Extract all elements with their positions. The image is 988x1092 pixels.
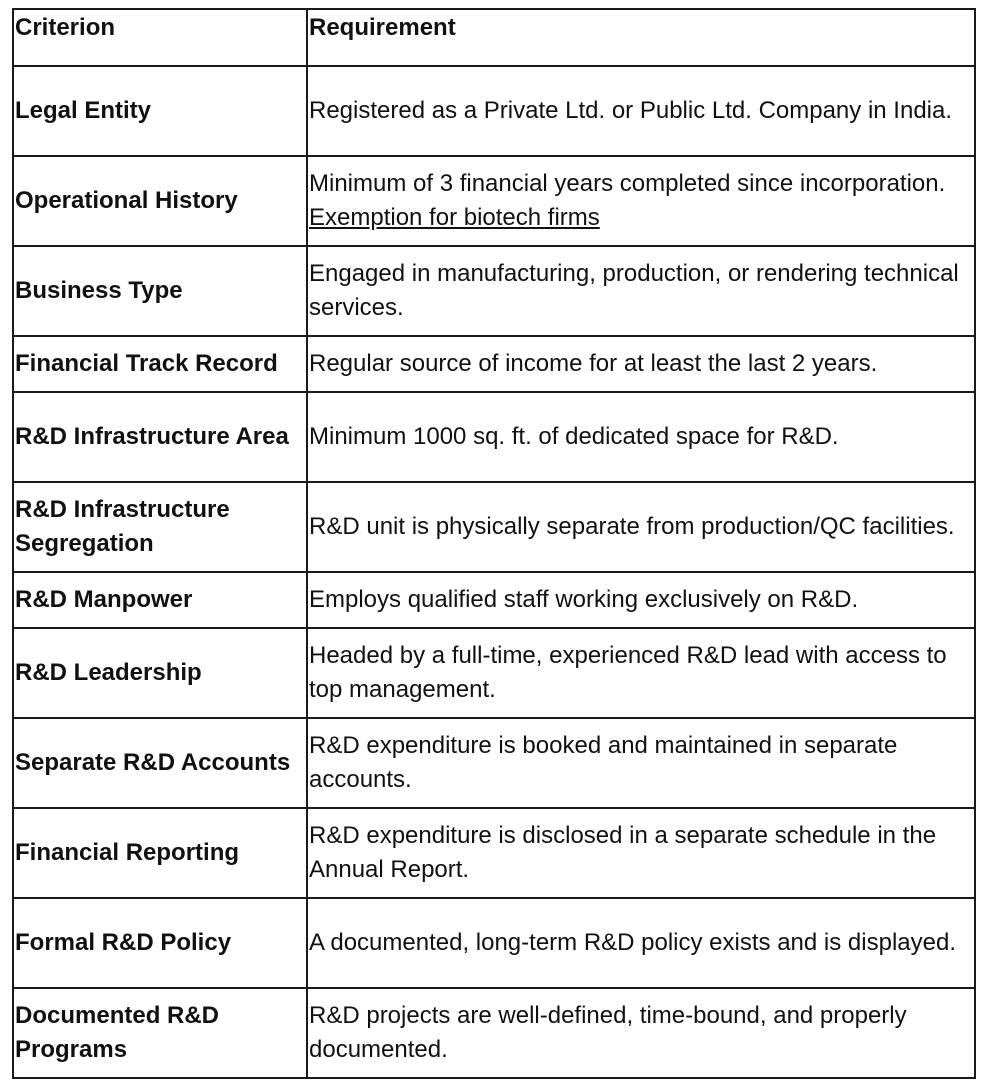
criterion-cell: Operational History	[13, 156, 307, 246]
table-row	[13, 336, 975, 392]
table-row	[13, 988, 975, 1078]
requirement-cell: Headed by a full-time, experienced R&D lead with access to top management.	[307, 628, 975, 718]
criterion-cell: Business Type	[13, 246, 307, 336]
column-header-requirement: Requirement	[307, 9, 975, 66]
requirement-cell: Registered as a Private Ltd. or Public Ltd. Company in India.	[307, 66, 975, 156]
criterion-cell: Separate R&D Accounts	[13, 718, 307, 808]
table-row	[13, 898, 975, 988]
requirement-cell: Minimum 1000 sq. ft. of dedicated space for R&D.	[307, 392, 975, 482]
criterion-cell: Financial Track Record	[13, 336, 307, 392]
table-row	[13, 808, 975, 898]
exemption-link[interactable]: Exemption for biotech firms	[309, 204, 600, 231]
table-row	[13, 156, 975, 246]
requirement-cell: A documented, long-term R&D policy exists and is displayed.	[307, 898, 975, 988]
criterion-cell: Documented R&D Programs	[13, 988, 307, 1078]
table-header-row	[13, 9, 975, 66]
criterion-cell: Formal R&D Policy	[13, 898, 307, 988]
requirement-cell: R&D projects are well-defined, time-bound, and properly documented.	[307, 988, 975, 1078]
table-row	[13, 392, 975, 482]
criterion-cell: Legal Entity	[13, 66, 307, 156]
table-row	[13, 718, 975, 808]
requirement-text: Minimum of 3 financial years completed since incorporation.	[309, 170, 946, 197]
table-row	[13, 572, 975, 628]
criterion-cell: R&D Leadership	[13, 628, 307, 718]
table-row	[13, 482, 975, 572]
eligibility-criteria-table	[12, 8, 976, 1079]
table-row	[13, 628, 975, 718]
criterion-cell: R&D Infrastructure Segregation	[13, 482, 307, 572]
table-row	[13, 246, 975, 336]
requirement-cell: Engaged in manufacturing, production, or rendering technical services.	[307, 246, 975, 336]
criterion-cell: Financial Reporting	[13, 808, 307, 898]
requirement-cell: Regular source of income for at least the last 2 years.	[307, 336, 975, 392]
requirement-cell: R&D expenditure is disclosed in a separate schedule in the Annual Report.	[307, 808, 975, 898]
requirement-cell: Employs qualified staff working exclusively on R&D.	[307, 572, 975, 628]
requirement-cell: R&D unit is physically separate from production/QC facilities.	[307, 482, 975, 572]
criterion-cell: R&D Infrastructure Area	[13, 392, 307, 482]
table-row	[13, 66, 975, 156]
column-header-criterion: Criterion	[13, 9, 307, 66]
requirement-cell	[307, 156, 975, 246]
criterion-cell: R&D Manpower	[13, 572, 307, 628]
requirement-cell: R&D expenditure is booked and maintained in separate accounts.	[307, 718, 975, 808]
